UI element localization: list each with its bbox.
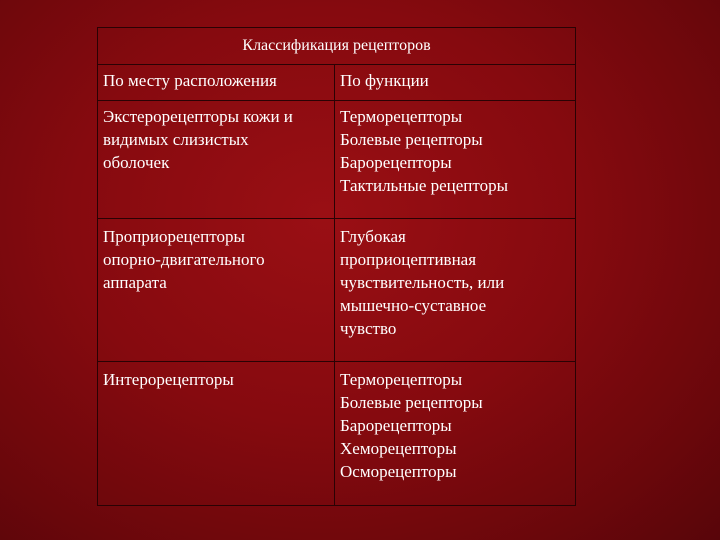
cell-line: Хеморецепторы (340, 439, 457, 458)
table-row (98, 219, 576, 362)
cell-line: чувство (340, 319, 397, 338)
cell-function (335, 101, 576, 219)
header-location-text: По месту расположения (103, 71, 277, 90)
cell-line: Болевые рецепторы (340, 130, 483, 149)
cell-line: проприоцептивная (340, 250, 477, 269)
cell-line: чувствительность, или (340, 273, 505, 292)
cell-line: Терморецепторы (340, 107, 463, 126)
cell-line: видимых слизистых (103, 130, 249, 149)
table-title (98, 28, 576, 65)
cell-location (98, 362, 335, 506)
cell-line: Осморецепторы (340, 462, 457, 481)
cell-line: Глубокая (340, 227, 406, 246)
cell-line: Болевые рецепторы (340, 393, 483, 412)
cell-line: Барорецепторы (340, 153, 452, 172)
cell-line: аппарата (103, 273, 167, 292)
cell-location (98, 219, 335, 362)
cell-function (335, 219, 576, 362)
cell-line: Тактильные рецепторы (340, 176, 509, 195)
cell-line: Проприорецепторы (103, 227, 245, 246)
cell-line: Интерорецепторы (103, 370, 234, 389)
table-row (98, 362, 576, 506)
cell-line: Экстерорецепторы кожи и (103, 107, 293, 126)
table-title-text: Классификация рецепторов (242, 37, 431, 54)
cell-line: опорно-двигательного (103, 250, 265, 269)
header-function (335, 65, 576, 101)
header-function-text: По функции (340, 71, 429, 90)
cell-line: оболочек (103, 153, 170, 172)
cell-function (335, 362, 576, 506)
cell-line: мышечно-суставное (340, 296, 487, 315)
cell-line: Терморецепторы (340, 370, 463, 389)
receptor-classification-table (97, 27, 576, 506)
cell-location (98, 101, 335, 219)
cell-line: Барорецепторы (340, 416, 452, 435)
header-location (98, 65, 335, 101)
table-row (98, 101, 576, 219)
